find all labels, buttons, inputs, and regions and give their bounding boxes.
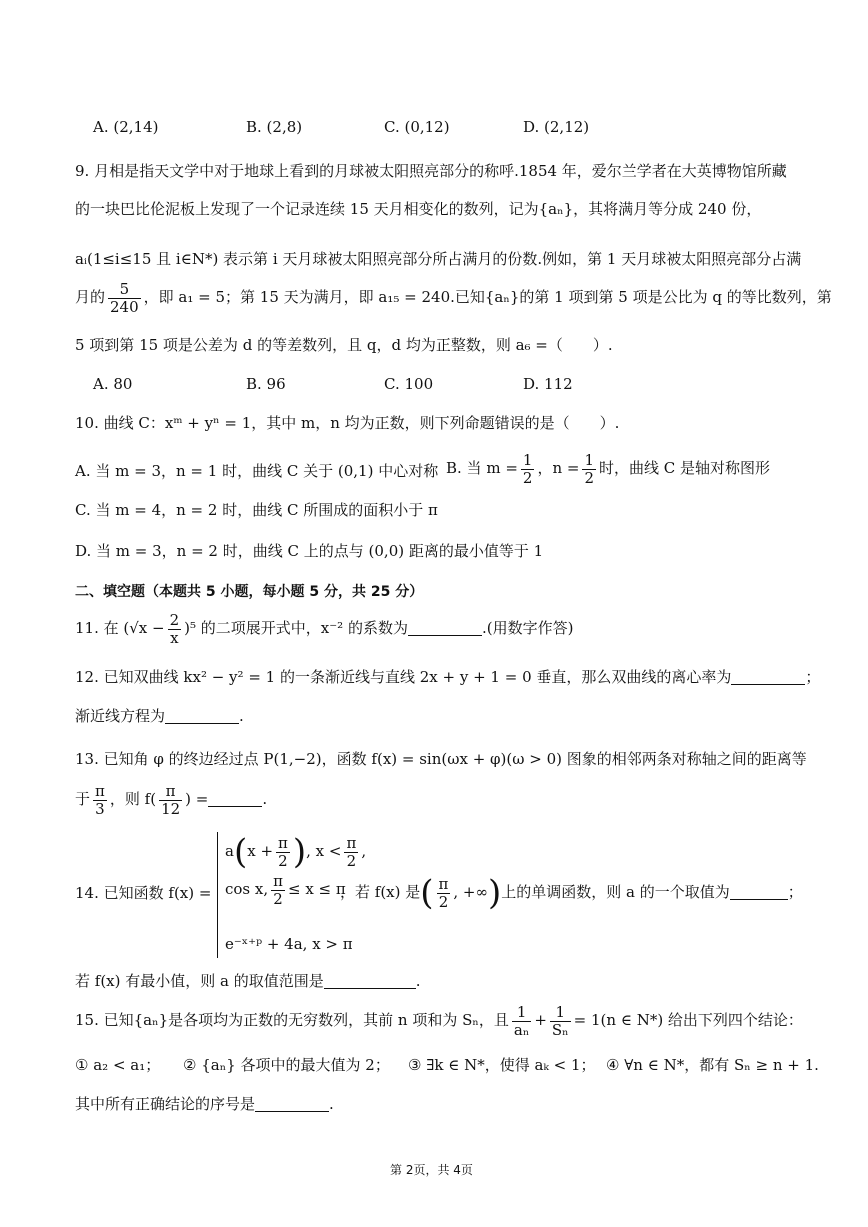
q12-line-2-text: 渐近线方程为: [75, 707, 166, 725]
left-paren: (: [233, 832, 248, 872]
q14-case-3: e⁻ˣ⁺ᵖ + 4a, x > π: [225, 935, 353, 953]
f2-den: Sₙ: [551, 1020, 569, 1039]
q9-option-a: A. 80: [93, 375, 133, 393]
q14-interval-post: , +∞: [453, 883, 488, 901]
q9-fraction: [108, 281, 141, 315]
q14-post: 上的单调函数，则 a 的一个取值为: [501, 883, 730, 901]
q13-frac-pi-3: [93, 783, 107, 817]
q14-case-1-frac: [276, 835, 290, 869]
q15-line-1: [75, 1004, 803, 1038]
q12-line-2: [75, 705, 244, 726]
q15-line-3-tail: .: [329, 1095, 334, 1113]
q10-stem: 10. 曲线 C：xᵐ + yⁿ = 1，其中 m，n 均为正数，则下列命题错误的是（ ）.: [75, 414, 620, 432]
q14-value-blank[interactable]: [730, 885, 788, 900]
q13-line-2-mid: ，则 f(: [109, 790, 157, 808]
q14-pre: 14. 已知函数 f(x) =: [75, 884, 212, 902]
q14-interval-frac: [437, 876, 451, 910]
twelve-den: 12: [161, 799, 181, 818]
pi-num: π: [346, 834, 357, 852]
q10-option-b-pre: B. 当 m =: [446, 459, 518, 477]
q15-answer-blank[interactable]: [255, 1097, 329, 1112]
q15-line-1-pre: 15. 已知{aₙ}是各项均为正数的无穷数列，其前 n 项和为 Sₙ，且: [75, 1011, 509, 1029]
q10-option-b-frac-n: [582, 452, 596, 486]
q15-conclusion-1: ① a₂ < a₁；: [75, 1056, 161, 1074]
q14-line-2: [75, 970, 421, 991]
q15-line-3-text: 其中所有正确结论的序号是: [75, 1095, 256, 1113]
pi-num: π: [159, 783, 182, 801]
q15-frac-1: [512, 1004, 531, 1038]
q9-line-3: aᵢ(1≤i≤15 且 i∈N*) 表示第 i 天月球被太阳照亮部分所占满月的份数.例如，第 1 天月球被太阳照亮部分占满: [75, 250, 802, 268]
q13-line-2-pre: 于: [75, 790, 91, 808]
two-den: 2: [278, 851, 288, 870]
q13-frac-pi-12: [159, 783, 182, 817]
pi-num: π: [438, 875, 449, 893]
q9-line-4-pre: 月的: [75, 288, 106, 306]
q14-case-1-a: a: [225, 842, 234, 860]
q15-line-1-post: = 1(n ∈ N*) 给出下列四个结论：: [573, 1011, 803, 1029]
two-den: 2: [438, 892, 449, 911]
q9-option-c: C. 100: [384, 375, 434, 393]
q8-option-c: C. (0,12): [384, 118, 450, 136]
two-den: 2: [346, 851, 357, 870]
q14-case-2-post: ≤ x ≤ π: [287, 880, 346, 898]
pi-num: π: [95, 782, 105, 800]
q14-rest: [340, 873, 803, 913]
q9-fraction-den: 240: [110, 297, 139, 316]
pi-num: π: [278, 834, 288, 852]
q8-option-b: B. (2,8): [246, 118, 303, 136]
q14-case-2-frac: [271, 873, 285, 907]
q13-tail: .: [262, 790, 268, 808]
q15-conclusion-3: ③ ∃k ∈ N*，使得 aₖ < 1；: [408, 1056, 596, 1074]
q11-frac-num: 2: [169, 611, 180, 629]
q14-brace: [217, 832, 218, 958]
q14-mid: ，若 f(x) 是: [340, 883, 421, 901]
q14-line-2-tail: .: [415, 972, 421, 990]
q15-line-3: [75, 1093, 334, 1114]
q14-case-1-end: ,: [361, 842, 367, 860]
q9-option-d: D. 112: [523, 375, 573, 393]
q13-answer-blank[interactable]: [208, 792, 262, 807]
q14-case-2: [225, 873, 346, 907]
q10-option-b: [446, 452, 770, 486]
q12-eccentricity-blank[interactable]: [731, 670, 805, 685]
q11-frac-den: x: [170, 628, 179, 647]
section-2-heading: 二、填空题（本题共 5 小题，每小题 5 分，共 25 分）: [75, 584, 424, 600]
half-den: 2: [584, 468, 594, 487]
q11-fraction: [168, 612, 182, 646]
q15-plus: +: [534, 1011, 547, 1029]
q11-line: [75, 612, 573, 646]
q12-line-1-tail: ；: [805, 668, 821, 686]
q14-case-2-cos: cos x,: [225, 880, 269, 898]
f1-num: 1: [512, 1004, 531, 1022]
q12-line-2-tail: .: [239, 707, 244, 725]
page-footer: 第 2页，共 4页: [390, 1163, 473, 1177]
q9-option-b: B. 96: [246, 375, 286, 393]
q14-line-2-text: 若 f(x) 有最小值，则 a 的取值范围是: [75, 972, 324, 990]
q8-option-a: A. (2,14): [93, 118, 159, 136]
q12-line-1: [75, 666, 820, 687]
q9-line-5: 5 项到第 15 项是公差为 d 的等差数列，且 q，d 均为正整数，则 a₆ =（ ）.: [75, 336, 613, 354]
interval-left-paren: (: [420, 873, 434, 913]
q10-option-a: A. 当 m = 3，n = 1 时，曲线 C 关于 (0,1) 中心对称: [75, 462, 439, 480]
q9-line-4-post: ，即 a₁ = 5；第 15 天为满月，即 a₁₅ = 240.已知{aₙ}的第 1 项到第 5 项是公比为 q 的等比数列，第: [143, 288, 832, 306]
q10-option-d: D. 当 m = 3，n = 2 时，曲线 C 上的点与 (0,0) 距离的最小值等于 1: [75, 542, 544, 560]
q10-option-b-mid: ，n =: [537, 459, 580, 477]
interval-right-paren: ): [488, 873, 502, 913]
q10-option-b-frac-m: [521, 452, 535, 486]
q14-range-blank[interactable]: [324, 974, 416, 989]
q15-conclusion-4: ④ ∀n ∈ N*，都有 Sₙ ≥ n + 1.: [606, 1056, 819, 1074]
q14-tail: ；: [787, 883, 803, 901]
q13-line-2: [75, 783, 267, 817]
f2-num: 1: [550, 1004, 571, 1022]
q9-line-1: 9. 月相是指天文学中对于地球上看到的月球被太阳照亮部分的称呼.1854 年，爱尔兰学者在大英博物馆所藏: [75, 162, 787, 180]
pi-num: π: [273, 872, 283, 890]
q14-case-1-post: , x <: [306, 842, 342, 860]
q15-frac-2: [550, 1004, 571, 1038]
q10-option-b-post: 时，曲线 C 是轴对称图形: [598, 459, 770, 477]
q14-case-1: [225, 832, 366, 872]
two-den: 2: [273, 889, 283, 908]
f1-den: aₙ: [513, 1020, 530, 1039]
q14-case-1-in: x +: [247, 842, 274, 860]
q12-line-1-text: 12. 已知双曲线 kx² − y² = 1 的一条渐近线与直线 2x + y + 1 = 0 垂直，那么双曲线的离心率为: [75, 668, 732, 686]
q14-case-1-frac-2: [344, 835, 358, 869]
three-den: 3: [95, 799, 105, 818]
q15-conclusion-2: ② {aₙ} 各项中的最大值为 2；: [183, 1056, 390, 1074]
q13-line-1: 13. 已知角 φ 的终边经过点 P(1,−2)，函数 f(x) = sin(ωx + φ)(ω > 0) 图象的相邻两条对称轴之间的距离等: [75, 750, 807, 768]
half-num: 1: [522, 451, 533, 469]
q9-line-2: 的一块巴比伦泥板上发现了一个记录连续 15 天月相变化的数列，记为{aₙ}，其将满月等分成 240 份，: [75, 200, 762, 218]
q9-line-4: [75, 281, 832, 315]
q9-fraction-num: 5: [108, 281, 141, 299]
q11-pre: 11. 在 (√x −: [75, 619, 165, 637]
q12-asymptote-blank[interactable]: [165, 709, 239, 724]
q13-line-2-post: ) =: [185, 790, 209, 808]
half-num: 1: [584, 451, 594, 469]
half-den: 2: [522, 468, 533, 487]
q11-post: )⁵ 的二项展开式中，x⁻² 的系数为: [184, 619, 408, 637]
q8-option-d: D. (2,12): [523, 118, 590, 136]
right-paren: ): [292, 832, 307, 872]
q10-option-c: C. 当 m = 4，n = 2 时，曲线 C 所围成的面积小于 π: [75, 501, 438, 519]
q11-tail: .(用数字作答): [481, 619, 574, 637]
q11-answer-blank[interactable]: [408, 621, 482, 636]
